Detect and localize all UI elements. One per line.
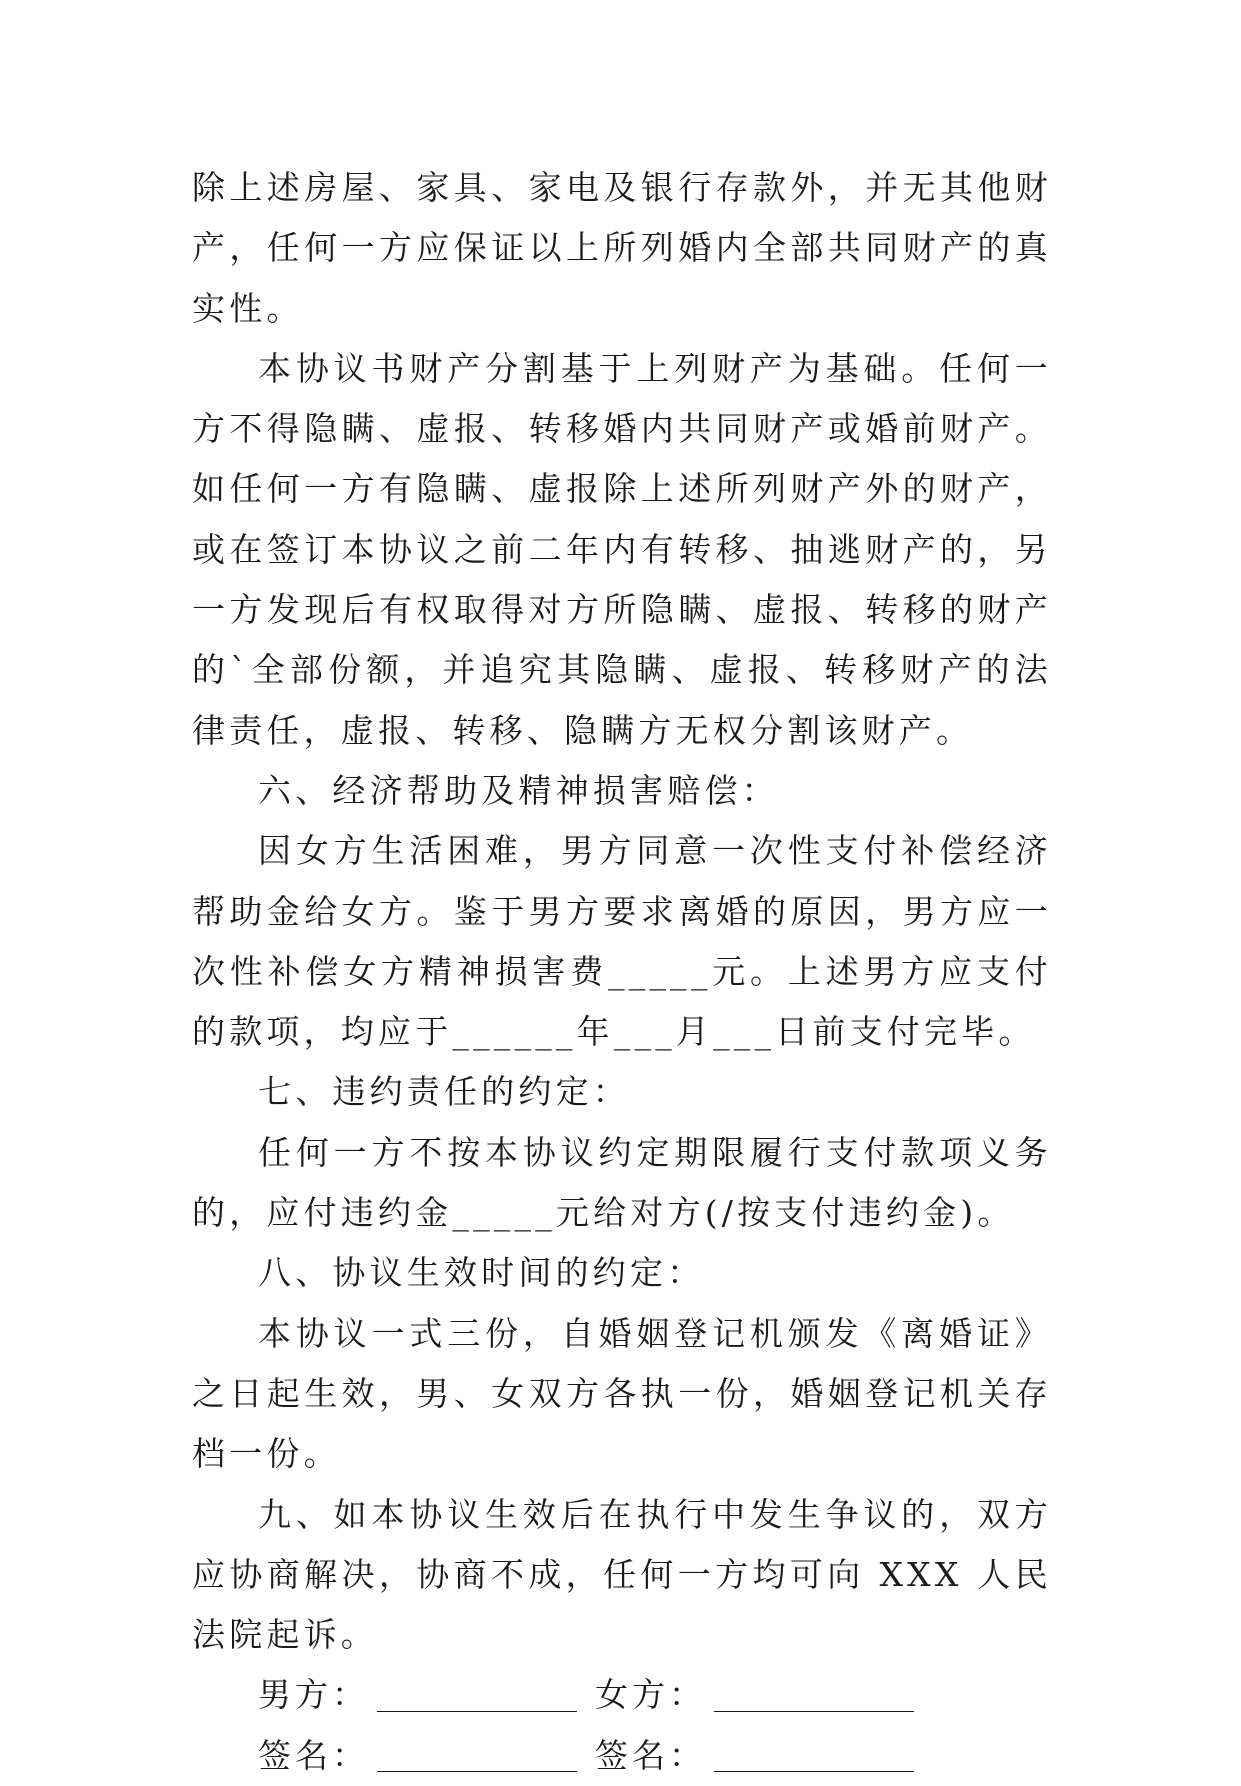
male-signature-blank [377, 1771, 577, 1772]
section-heading-effective-time: 八、协议生效时间的约定： [258, 1253, 705, 1293]
male-party-blank [377, 1711, 577, 1712]
female-party-blank [714, 1711, 914, 1712]
signature-row-names [192, 1726, 1052, 1786]
paragraph-effective-time: 本协议一式三份，自婚姻登记机颁发《离婚证》之日起生效，男、女双方各执一份，婚姻登记机关存档一份。 [192, 1313, 1052, 1474]
document-body [192, 158, 1052, 1786]
female-signature-label: 签名： [595, 1735, 706, 1775]
paragraph-property-division: 本协议书财产分割基于上列财产为基础。任何一方不得隐瞒、虚报、转移婚内共同财产或婚前财产。如任何一方有隐瞒、虚报除上述所列财产外的财产，或在签订本协议之前二年内有转移、抽逃财产的，另一方发现后有权取得对方所隐瞒、虚报、转移的财产的`全部份额，并追究其隐瞒、虚报、转移财产的法律责任，虚报、转移、隐瞒方无权分割该财产。 [192, 348, 1052, 750]
paragraph-economic-help: 因女方生活困难，男方同意一次性支付补偿经济帮助金给女方。鉴于男方要求离婚的原因，男方应一次性补偿女方精神损害费_____元。上述男方应支付的款项，均应于______年___月___日前支付完毕。 [192, 831, 1052, 1052]
female-signature-blank [714, 1771, 914, 1772]
signature-row-parties [192, 1665, 1052, 1725]
female-party-label: 女方： [595, 1675, 706, 1715]
paragraph-dispute-resolution: 九、如本协议生效后在执行中发生争议的，双方应协商解决，协商不成，任何一方均可向 XXX 人民法院起诉。 [192, 1494, 1052, 1655]
section-heading-economic-help: 六、经济帮助及精神损害赔偿： [258, 770, 779, 810]
section-heading-breach: 七、违约责任的约定： [258, 1072, 630, 1112]
paragraph-property-assets: 除上述房屋、家具、家电及银行存款外，并无其他财产，任何一方应保证以上所列婚内全部共同财产的真实性。 [192, 168, 1052, 328]
paragraph-breach: 任何一方不按本协议约定期限履行支付款项义务的，应付违约金_____元给对方(/按支付违约金)。 [192, 1132, 1052, 1233]
male-party-label: 男方： [258, 1675, 369, 1715]
male-signature-label: 签名： [258, 1735, 369, 1775]
